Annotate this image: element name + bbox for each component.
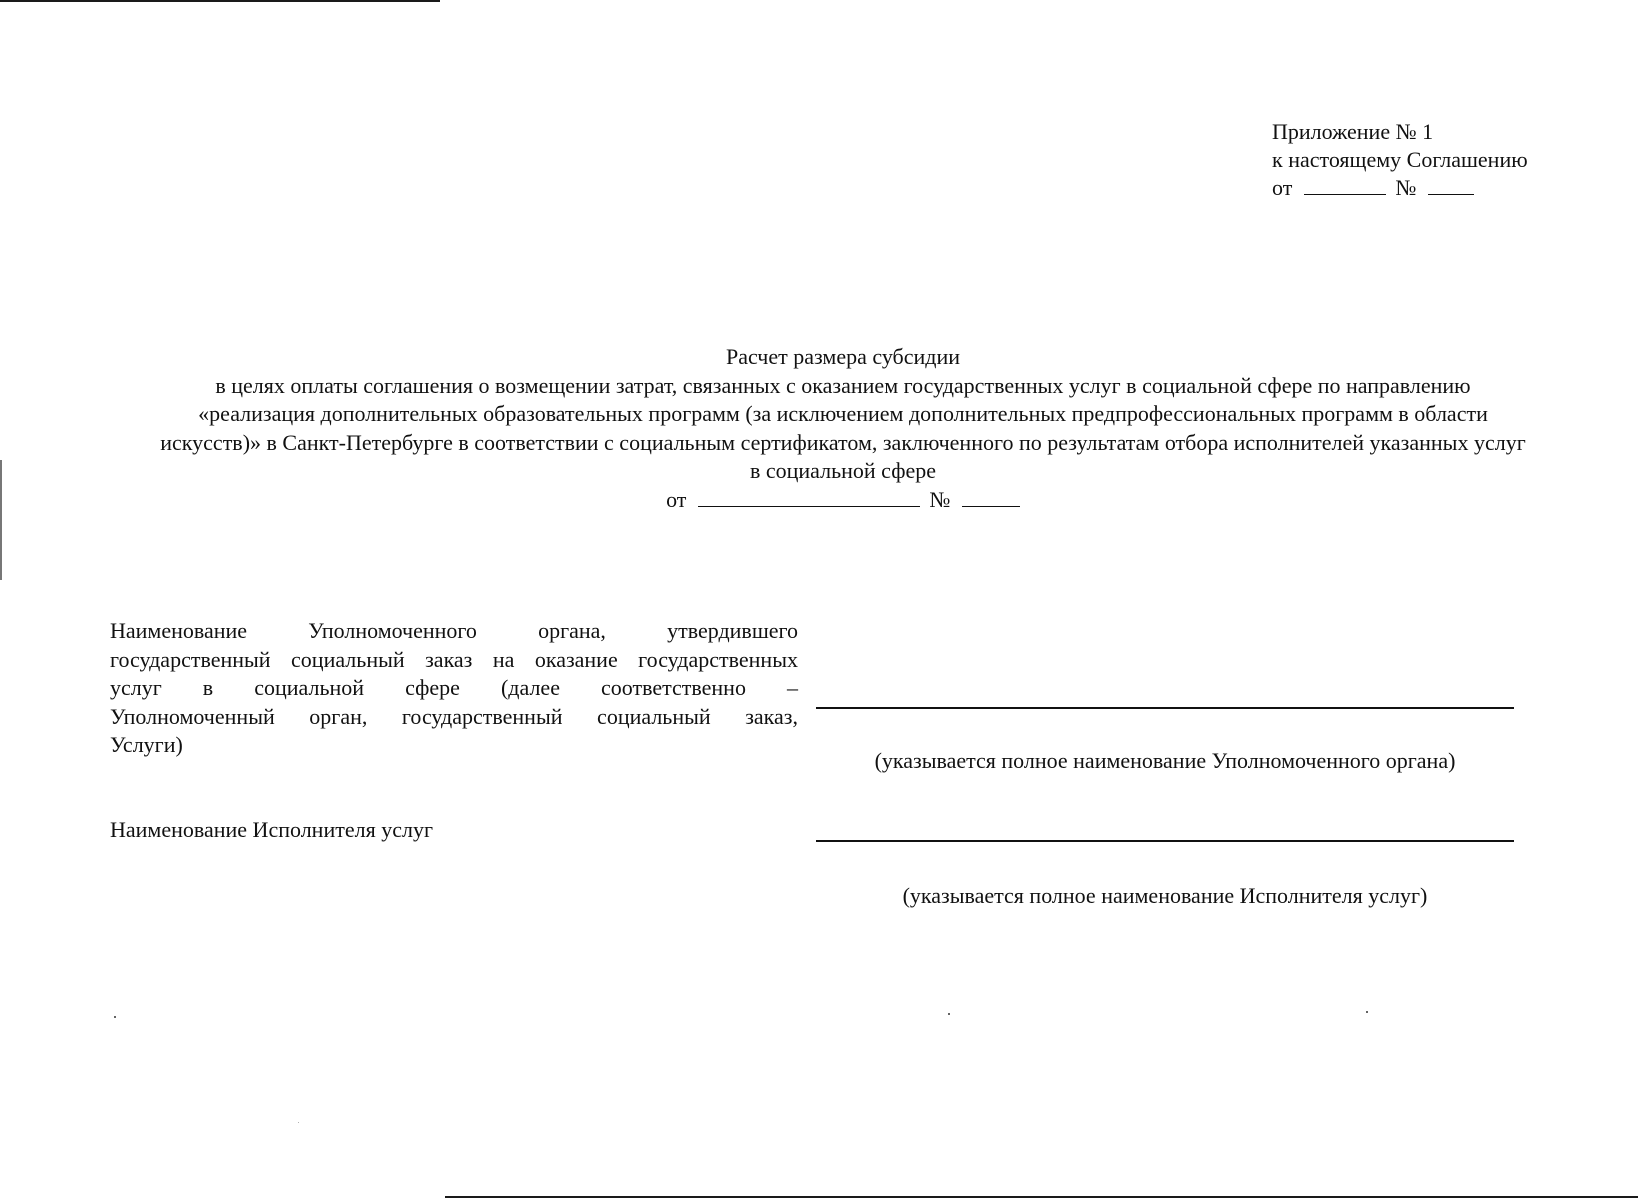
scan-speck [298,1122,299,1123]
title-number-label: № [929,486,951,512]
authority-fill-line [816,707,1514,709]
title-number-blank [962,488,1020,507]
appendix-number: Приложение № 1 [1272,119,1434,144]
title-heading: Расчет размера субсидии [725,344,961,369]
title-from-label: от [666,486,687,512]
left-scan-edge [0,460,2,580]
title-line-3: искусств)» в Санкт-Петербурге в соответствии с социальным сертификатом, заключенного по результатам отбора исполнителей указанных услуг [160,429,1526,455]
title-line-2: «реализация дополнительных образовательных программ (за исключением дополнительных предпрофессиональных программ в области [198,401,1488,426]
document-title [100,343,1586,514]
appendix-header [1272,118,1528,202]
appendix-date-blank [1304,176,1386,195]
authority-label-line-4: Уполномоченный орган, государственный социальный заказ, [110,703,798,729]
appendix-number-blank [1428,176,1474,195]
top-scan-edge [0,0,440,2]
appendix-number-label: № [1395,175,1417,200]
scan-speck [1366,1011,1368,1013]
appendix-from-label: от [1272,175,1293,200]
title-date-number-line [100,486,1586,515]
bottom-scan-edge [445,1196,1638,1198]
authority-label-line-3: услуг в социальной сфере (далее соответственно – [110,675,798,700]
executor-fill-line [816,840,1514,842]
executor-hint: (указывается полное наименование Исполнителя услуг) [902,883,1428,908]
authority-hint: (указывается полное наименование Уполномоченного органа) [874,748,1456,773]
authority-label-line-2: государственный социальный заказ на оказание государственных [110,646,798,672]
appendix-reference: к настоящему Соглашению [1272,147,1528,172]
authority-label-line-1: Наименование Уполномоченного органа, утвердившего [110,618,798,643]
authority-field-label [110,617,798,760]
authority-label-line-5: Услуги) [110,732,183,757]
title-line-4: в социальной сфере [749,458,937,483]
executor-field-label: Наименование Исполнителя услуг [110,817,433,842]
appendix-date-number-line [1272,174,1528,202]
scan-speck [114,1016,116,1018]
scan-speck [948,1013,950,1015]
title-date-blank [698,488,920,507]
title-line-1: в целях оплаты соглашения о возмещении затрат, связанных с оказанием государственных услуг в социальной сфере по направлению [215,372,1471,398]
